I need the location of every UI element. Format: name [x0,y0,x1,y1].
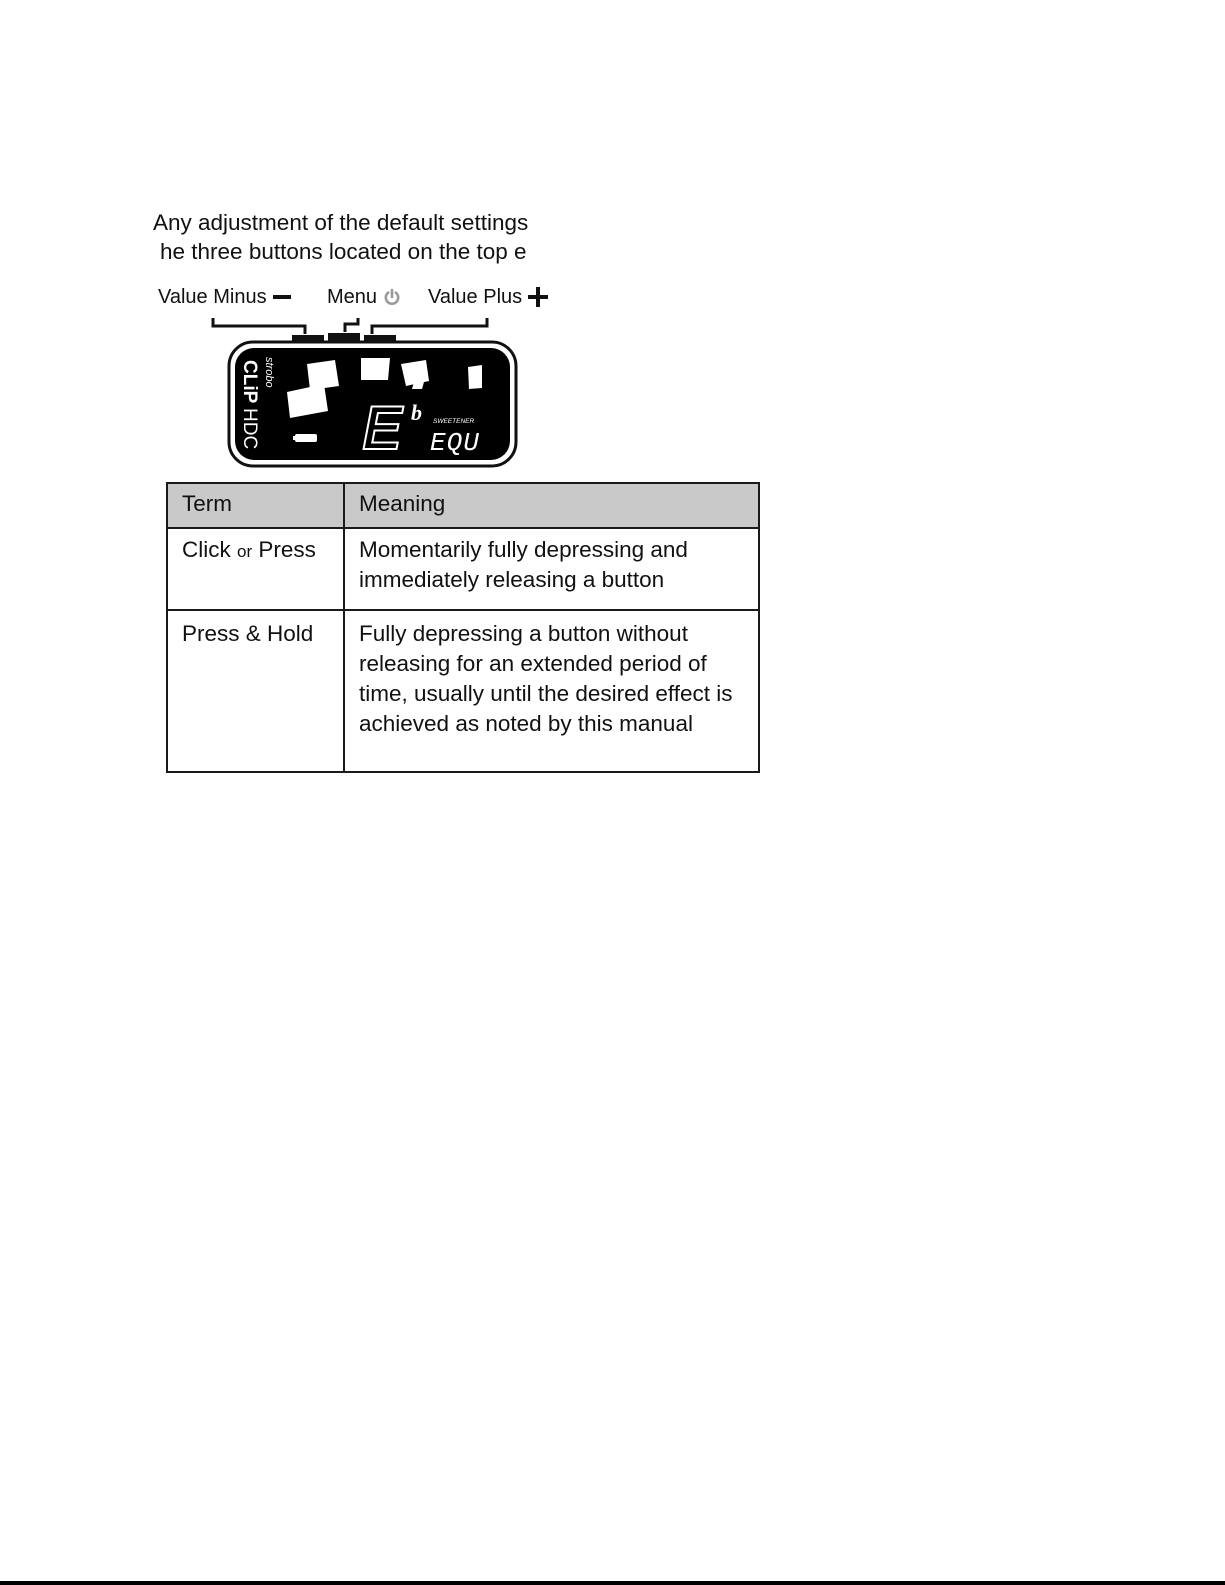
meaning-cell: Momentarily fully depressing and immediately releasing a button [344,528,759,610]
brand-name: CLiP [239,360,260,404]
intro-text-line-2: he three buttons located on the top e [160,239,527,264]
term-press: Press [258,537,316,562]
mode-value: EQU [430,428,480,458]
table-row [167,610,759,772]
table-row [167,528,759,610]
value-plus-text: Value Plus [428,286,523,308]
mode-label: SWEETENER [433,418,475,425]
meaning-cell: Fully depressing a button without releasing for an extended period of time, usually until the desired effect is achieved as noted by this manual [344,610,759,772]
note-accidental: b [411,400,422,425]
value-minus-label [158,285,291,309]
value-plus-label [428,285,548,309]
callout-brackets [213,318,487,334]
term-or: or [237,542,253,561]
terms-table [166,482,760,773]
brand-model: HDC [239,408,260,450]
term-click: Click [182,537,231,562]
page-bottom-rule [0,1581,1225,1585]
term-cell [167,528,344,610]
plus-icon [528,287,548,307]
menu-text: Menu [327,286,378,308]
header-term: Term [167,483,344,528]
power-icon [383,288,401,306]
intro-text-line-1: Any adjustment of the default settings [153,210,529,235]
minus-icon [273,294,291,300]
note-letter: E [363,396,402,461]
value-minus-text: Value Minus [158,286,267,308]
menu-label [327,285,401,309]
tuner-device-illustration [200,312,530,472]
brand-script: strobo [263,357,275,388]
header-meaning: Meaning [344,483,759,528]
battery-icon [293,434,317,442]
term-cell: Press & Hold [167,610,344,772]
table-header-row [167,483,759,528]
